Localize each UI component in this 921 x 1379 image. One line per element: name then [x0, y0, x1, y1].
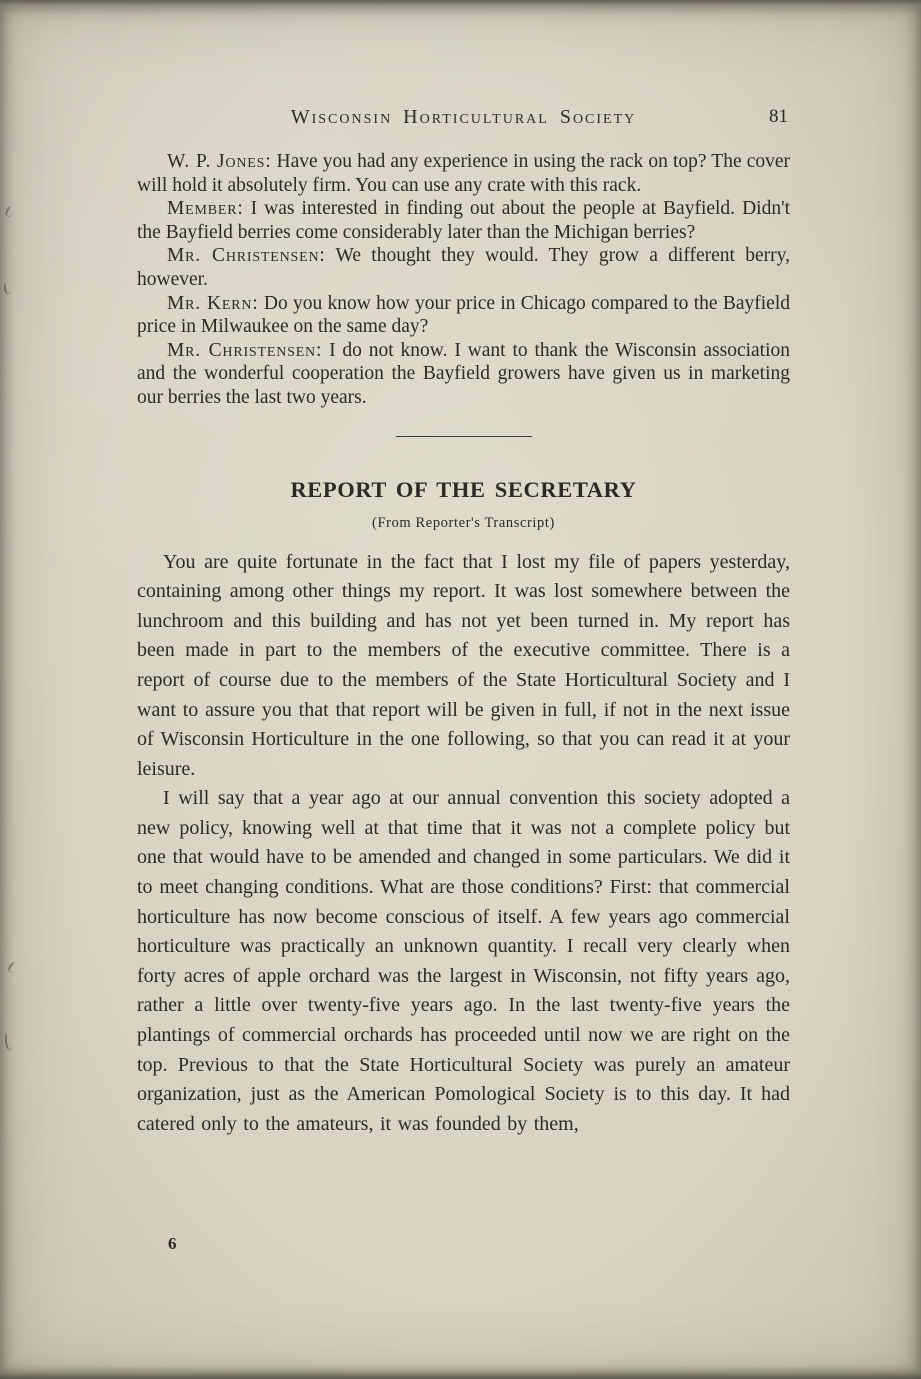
page-number: 81: [769, 106, 788, 127]
body-paragraph: I will say that a year ago at our annual convention this society adopted a new policy, knowing well at that time that it was not a complete policy but one that would have to be amended and changed in some particulars. We did it to meet changing conditions. What are those conditions? First: that commercial horticulture has now become conscious of itself. A few years ago commercial horticulture was practically an unknown quantity. I recall very clearly when forty acres of apple orchard was the largest in Wisconsin, not fifty years ago, rather a little over twenty-five years ago. In the last twenty-five years the plantings of commercial orchards has proceeded until now we are right on the top. Previous to that the State Horticultural Society was purely an amateur organization, just as the American Pomological Society is to this day. It had catered only to the amateurs, it was founded by them,: [137, 787, 790, 1135]
dialogue-paragraph: [137, 292, 790, 339]
dialogue-paragraph: [137, 197, 790, 244]
scan-artifact: [3, 282, 12, 294]
section-heading: REPORT OF THE SECRETARY: [290, 476, 637, 502]
scan-artifact: [4, 1033, 13, 1051]
signature-mark: 6: [168, 1234, 177, 1253]
section-divider: [396, 436, 532, 437]
speaker-name: W. P. Jones:: [167, 151, 272, 172]
dialogue-text: I was interested in finding out about the people at Bayfield. Didn't the Bayfield berries come considerably later than the Michigan berries?: [137, 198, 791, 243]
report-body: [137, 548, 790, 1140]
dialogue-text: I do not know. I want to thank the Wisconsin association and the wonderful cooperation the Bayfield growers have given us in marketing our berries the last two years.: [137, 339, 791, 408]
scan-edge-bottom: [0, 1367, 921, 1379]
dialogue-text: Do you know how your price in Chicago compared to the Bayfield price in Milwaukee on the same day?: [137, 292, 790, 338]
dialogue-paragraph: [137, 244, 790, 291]
page-content: [137, 106, 790, 1139]
speaker-name: Mr. Christensen:: [167, 245, 326, 267]
speaker-name: Mr. Christensen:: [167, 339, 323, 361]
body-paragraph: You are quite fortunate in the fact that I lost my file of papers yesterday, containing among other things my report. It was lost somewhere between the lunchroom and this building and has not yet been turned in. My report has been made in part to the members of the executive committee. There is a report of course due to the members of the State Horticultural Society and I want to assure you that that report will be given in full, if not in the next issue of Wisconsin Horticulture in the one following, so that you can read it at your leisure.: [137, 550, 790, 780]
dialogue-paragraph: [137, 339, 790, 410]
section-subheading: (From Reporter's Transcript): [372, 514, 555, 531]
running-title: Wisconsin Horticultural Society: [290, 106, 637, 128]
dialogue-block: [137, 150, 790, 410]
scan-edge-top: [0, 0, 921, 10]
scan-artifact: [4, 205, 15, 218]
dialogue-text: Have you had any experience in using the rack on top? The cover will hold it absolutely firm. You can use any crate with this rack.: [137, 151, 791, 196]
speaker-name: Member:: [167, 198, 244, 220]
dialogue-paragraph: [137, 150, 790, 197]
speaker-name: Mr. Kern:: [167, 292, 259, 314]
dialogue-text: We thought they would. They grow a different berry, however.: [137, 245, 790, 290]
scan-artifact: [7, 961, 19, 974]
page-header: [137, 106, 790, 136]
